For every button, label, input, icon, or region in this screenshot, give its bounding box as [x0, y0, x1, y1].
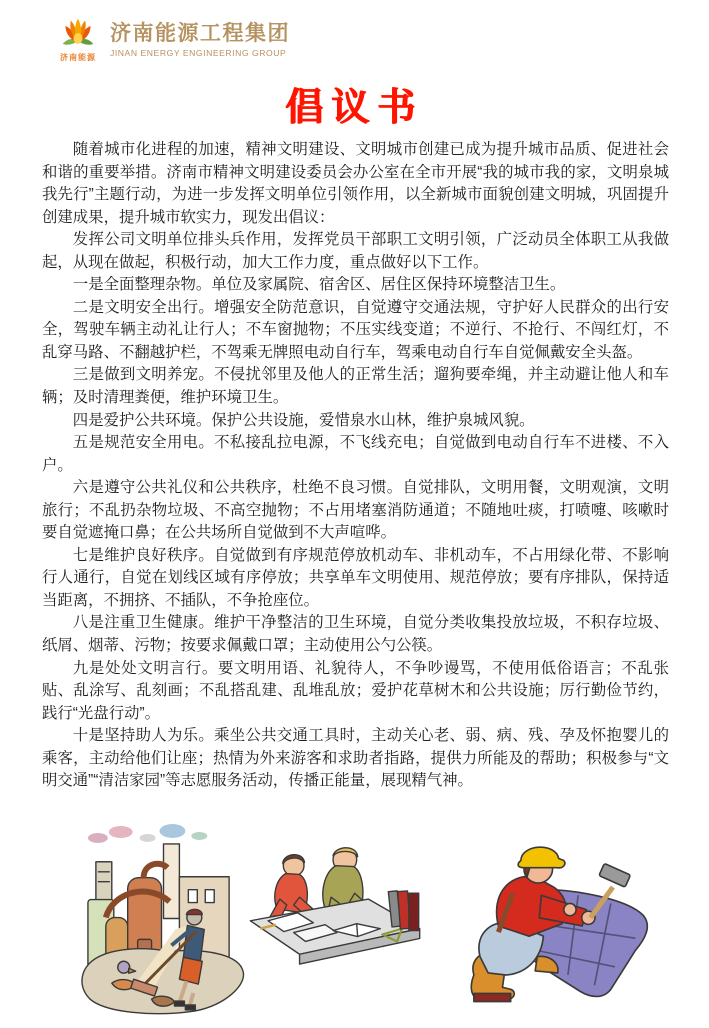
paragraph-item-2: 二是文明安全出行。增强安全防范意识，自觉遵守交通法规，守护好人民群众的出行安全，驾驶车辆主动礼让行人；不车窗抛物；不压实线变道；不逆行、不抢行、不闯红灯，不乱穿马路、不翻越护栏，不驾乘无牌照电动自行车，驾乘电动自行车自觉佩戴安全头盔。 [42, 298, 669, 361]
logo-caption: 济南能源 [60, 53, 96, 62]
company-name-cn: 济南能源工程集团 [110, 22, 290, 45]
brand-text [110, 17, 290, 58]
paragraph-item-5: 五是规范安全用电。不私接乱拉电源，不飞线充电；自觉做到电动自行车不进楼、不入户。 [42, 434, 669, 474]
document-body [42, 139, 669, 793]
paragraph-item-3: 三是做到文明养宠。不侵扰邻里及他人的正常生活；遛狗要牵绳，并主动避让他人和车辆；及时清理粪便，维护环境卫生。 [42, 366, 669, 407]
paragraph-item-8: 八是注重卫生健康。维护干净整洁的卫生环境，自觉分类收集投放垃圾，不积存垃圾、纸屑、烟蒂、污物；按要求佩戴口罩；主动使用公勺公筷。 [42, 614, 669, 655]
paragraph-item-1: 一是全面整理杂物。单位及家属院、宿舍区、居住区保持环境整洁卫生。 [72, 276, 566, 294]
illustration-strip [0, 816, 709, 1028]
document-title: 倡议书 [285, 87, 424, 129]
company-logo [56, 17, 290, 63]
paragraph-lead: 发挥公司文明单位排头兵作用，发挥党员干部职工文明引领，广泛动员全体职工从我做起，从现在做起，积极行动，加大工作力度，重点做好以下工作。 [42, 231, 669, 271]
paragraph-item-7: 七是维护良好秩序。自觉做到有序规范停放机动车、非机动车，不占用绿化带、不影响行人通行，自觉在划线区域有序停放；共享单车文明使用、规范停放；要有序排队，保持适当距离，不拥挤、不插队，不争抢座位。 [42, 546, 669, 609]
paragraph-item-4: 四是爱护公共环境。保护公共设施，爱惜泉水山林，维护泉城风貌。 [72, 411, 535, 429]
paragraph-item-9: 九是处处文明言行。要文明用语、礼貌待人，不争吵谩骂，不使用低俗语言；不乱张贴、乱涂写、乱刻画；不乱搭乱建、乱堆乱放；爱护花草树木和公共设施；厉行勤俭节约，践行“光盘行动”。 [42, 659, 669, 722]
logo-mark [56, 17, 100, 63]
paragraph-intro: 随着城市化进程的加速，精神文明建设、文明城市创建已成为提升城市品质、促进社会和谐的重要举措。济南市精神文明建设委员会办公室在全市开展“我的城市我的家，文明泉城我先行”主题行动，为进一步发挥文明单位引领作用，以全新城市面貌创建文明城，巩固提升创建成果，提升城市软实力，现发出倡议： [42, 141, 669, 226]
lotus-flower-icon [60, 17, 96, 51]
studying-together-illustration [240, 842, 432, 970]
paragraph-item-10: 十是坚持助人为乐。乘坐公共交通工具时，主动关心老、弱、病、残、孕及怀抱婴儿的乘客，主动给他们让座；热情为外来游客和求助者指路，提供力所能及的帮助；积极参与“文明交通”“清洁家园”等志愿服务活动，传播正能量，展现精气神。 [42, 727, 669, 790]
company-name-en: JINAN ENERGY ENGINEERING GROUP [110, 48, 287, 59]
construction-worker-illustration [438, 836, 660, 1020]
paragraph-item-6: 六是遵守公共礼仪和公共秩序，杜绝不良习惯。自觉排队，文明用餐，文明观演，文明旅行；不乱扔杂物垃圾、不高空抛物；不占用堵塞消防通道；不随地吐痰，打喷嚏、咳嗽时要自觉遮掩口鼻；在公共场所自觉做到不大声喧哗。 [42, 479, 669, 542]
street-cleaning-illustration [76, 822, 250, 1016]
